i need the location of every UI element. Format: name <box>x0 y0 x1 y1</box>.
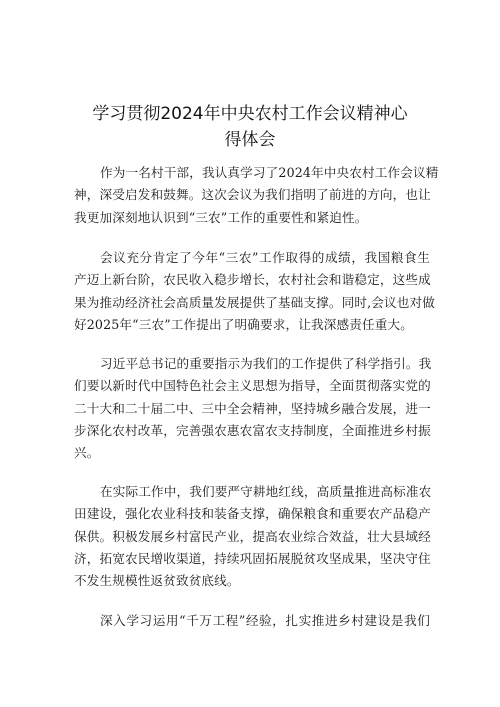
title-line: 学习贯彻2024年中央农村工作会议精神心 <box>92 104 408 125</box>
text-line: 田建设，强化农业科技和装备支撑，确保粮食和重要农产品稳产 <box>74 506 431 522</box>
text-line: 兴。 <box>74 445 100 461</box>
text-line: 不发生规模性返贫致贫底线。 <box>74 573 240 589</box>
text-line: 在实际工作中，我们要严守耕地红线，高质量推进高标准农 <box>100 484 432 499</box>
paragraph <box>74 353 430 464</box>
text-line: 习近平总书记的重要指示为我们的工作提供了科学指引。我 <box>100 356 432 371</box>
text-line: 步深化农村改革，完善强农惠农富农支持制度，全面推进乡村振 <box>74 422 431 438</box>
text-line: 果为推动经济社会高质量发展提供了基础支撑。同时,会议也对做 <box>74 294 435 310</box>
text-line: 二十大和二十届二中、三中全会精神，坚持城乡融合发展，进一 <box>74 400 431 416</box>
paragraph <box>74 610 430 632</box>
text-line: 作为一名村干部，我认真学习了2024年中央农村工作会议精 <box>100 165 439 180</box>
text-line: 产迈上新台阶，农民收入稳步增长，农村社会和谐稳定，这些成 <box>74 272 431 288</box>
paragraph <box>74 247 435 336</box>
paragraph <box>74 481 430 592</box>
title-line: 得体会 <box>224 130 276 151</box>
text-line: 神，深受启发和鼓舞。这次会议为我们指明了前进的方向，也让 <box>74 187 431 203</box>
text-line: 好2025年“三农”工作提出了明确要求，让我深感责任重大。 <box>74 316 413 332</box>
text-line: 们要以新时代中国特色社会主义思想为指导，全面贯彻落实党的 <box>74 378 431 394</box>
paragraph <box>74 162 439 229</box>
text-line: 济，拓宽农民增收渠道，持续巩固拓展脱贫攻坚成果，坚决守住 <box>74 550 431 566</box>
text-line: 深入学习运用“千万工程”经验，扎实推进乡村建设是我们 <box>100 613 430 628</box>
text-line: 保供。积极发展乡村富民产业，提高农业综合效益，壮大县域经 <box>74 528 431 544</box>
text-line: 我更加深刻地认识到“三农”工作的重要性和紧迫性。 <box>74 209 368 225</box>
document-title <box>40 101 460 153</box>
text-line: 会议充分肯定了今年“三农”工作取得的成绩，我国粮食生 <box>100 250 430 265</box>
